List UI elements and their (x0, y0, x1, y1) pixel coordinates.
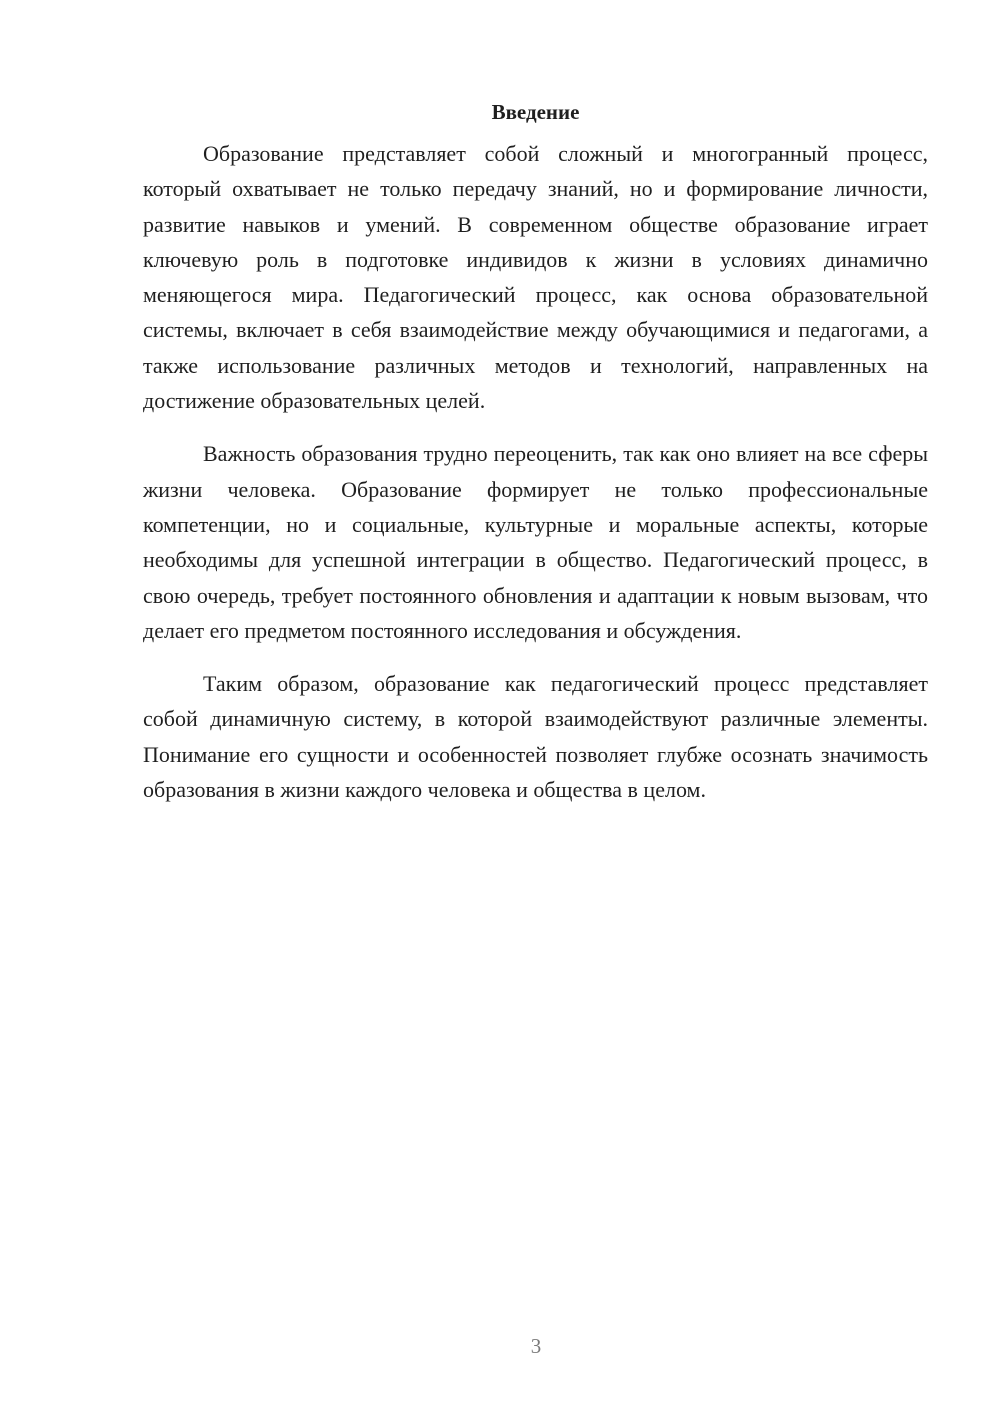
paragraph-3: Таким образом, образование как педагогический процесс представляет собой динамичную систему, в которой взаимодействуют различные элементы. Понимание его сущности и особенностей позволяет глубже осознать значимость образования в жизни каждого человека и общества в целом. (143, 671, 928, 803)
paragraph-1: Образование представляет собой сложный и многогранный процесс, который охватывает не только передачу знаний, но и формирование личности, развитие навыков и умений. В современном обществе образование играет ключевую роль в подготовке индивидов к жизни в условиях динамично меняющегося мира. Педагогический процесс, как основа образовательной системы, включает в себя взаимодействие между обучающимися и педагогами, а также использование различных методов и технологий, направленных на достижение образовательных целей. (143, 141, 928, 414)
document-body (143, 94, 928, 807)
section-title: Введение (491, 100, 580, 124)
page-number: 3 (530, 1334, 542, 1358)
paragraph-2: Важность образования трудно переоценить, так как оно влияет на все сферы жизни человека. Образование формирует не только профессиональные компетенции, но и социальные, культурные и моральные аспекты, которые необходимы для успешной интеграции в общество. Педагогический процесс, в свою очередь, требует постоянного обновления и адаптации к новым вызовам, что делает его предметом постоянного исследования и обсуждения. (143, 441, 928, 643)
